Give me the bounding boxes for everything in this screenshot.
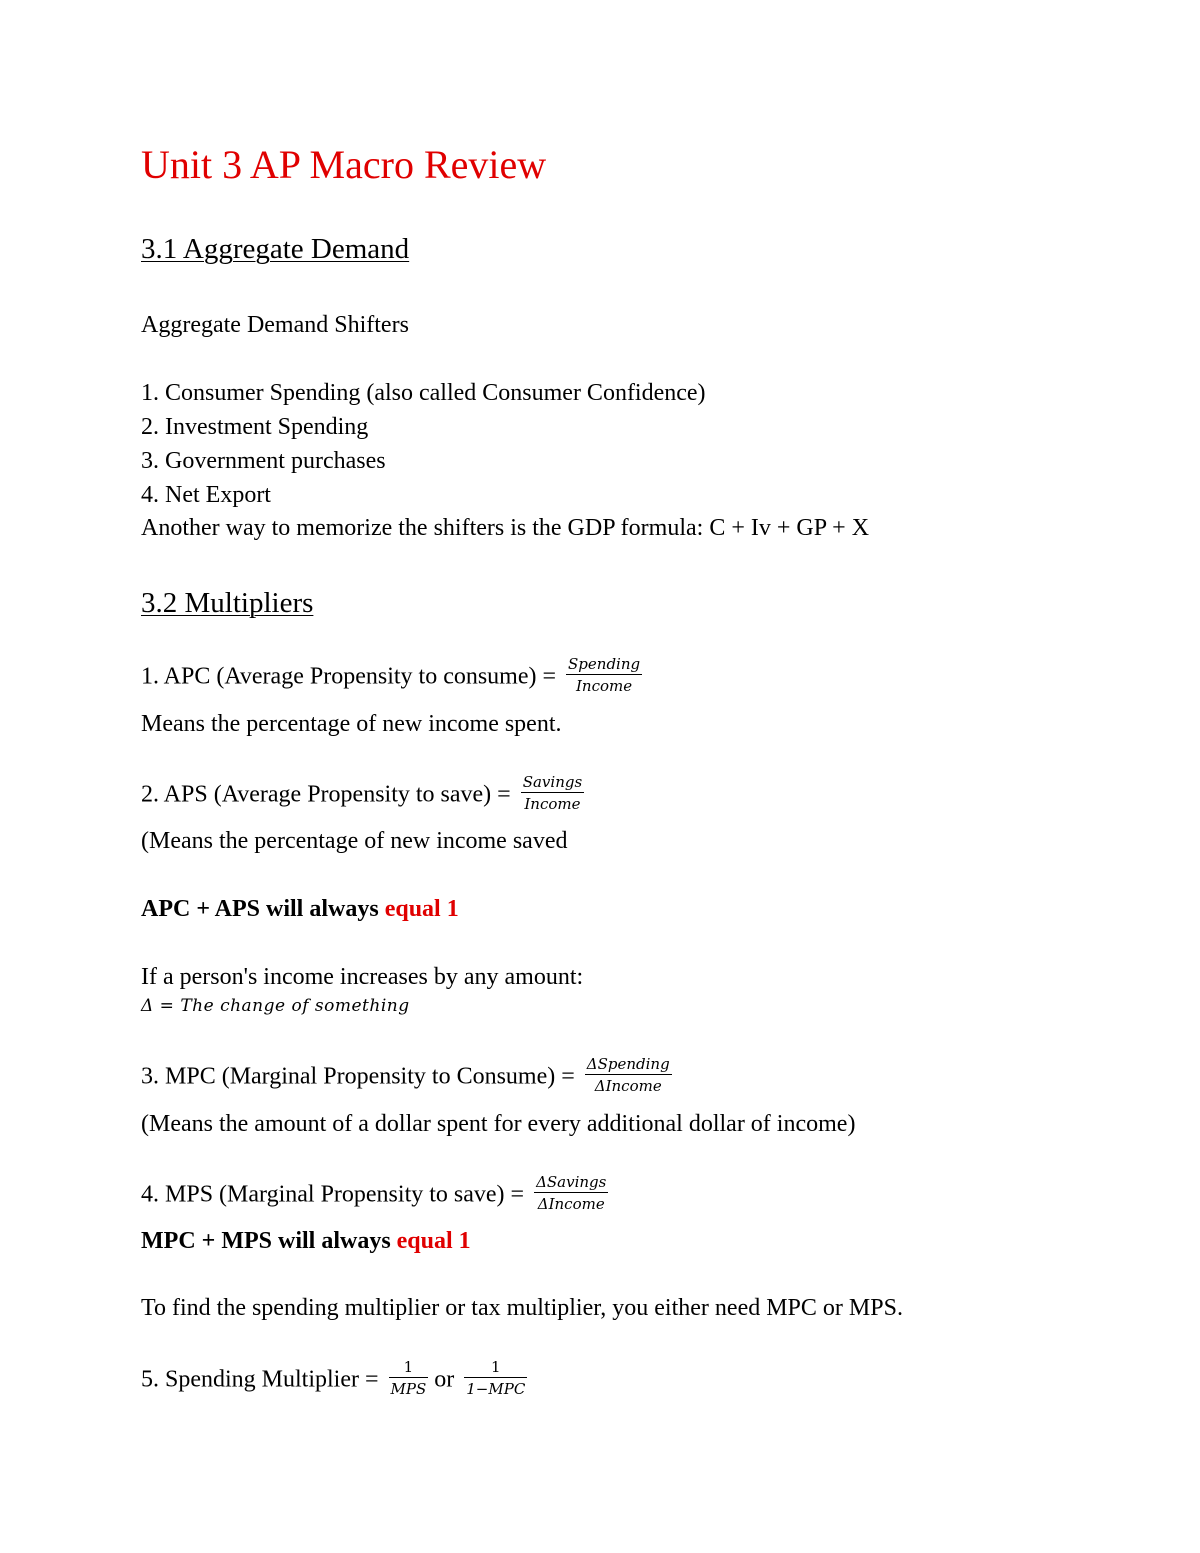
mps-denominator: ΔIncome xyxy=(537,1195,605,1213)
spending-multiplier-fraction-mps xyxy=(389,1358,429,1398)
mps-formula xyxy=(141,1173,608,1216)
apc-numerator: Spending xyxy=(568,655,641,673)
mpc-numerator: ΔSpending xyxy=(586,1055,670,1073)
mpc-denominator: ΔIncome xyxy=(594,1077,662,1095)
apc-aps-rule-highlight: equal 1 xyxy=(384,896,459,922)
mps-label: 4. MPS (Marginal Propensity to save) = xyxy=(141,1181,531,1208)
section-heading-aggregate-demand: 3.1 Aggregate Demand xyxy=(141,233,410,265)
aps-meaning: (Means the percentage of new income saved xyxy=(141,828,568,854)
mps-numerator: ΔSavings xyxy=(536,1173,607,1191)
spending-multiplier-label: 5. Spending Multiplier = xyxy=(141,1366,385,1393)
mpc-fraction xyxy=(585,1055,672,1095)
list-item-investment-spending: 2. Investment Spending xyxy=(141,414,369,440)
list-item-net-export: 4. Net Export xyxy=(141,482,271,508)
spending-multiplier-fraction-mpc xyxy=(464,1358,527,1398)
mpc-mps-rule-text: MPC + MPS will always xyxy=(141,1228,397,1254)
apc-meaning: Means the percentage of new income spent. xyxy=(141,711,562,737)
spending-multiplier-connector: or xyxy=(428,1366,461,1393)
mpc-formula xyxy=(141,1055,672,1098)
apc-label: 1. APC (Average Propensity to consume) = xyxy=(141,663,563,690)
list-item-government-purchases: 3. Government purchases xyxy=(141,448,386,474)
subheading-ad-shifters: Aggregate Demand Shifters xyxy=(141,312,409,338)
aps-fraction xyxy=(521,773,584,813)
aps-numerator: Savings xyxy=(522,773,583,791)
mpc-meaning: (Means the amount of a dollar spent for every additional dollar of income) xyxy=(141,1111,856,1137)
multiplier-find-text: To find the spending multiplier or tax multiplier, you either need MPC or MPS. xyxy=(141,1295,903,1321)
apc-formula xyxy=(141,655,642,698)
mps-fraction xyxy=(534,1173,608,1213)
aps-formula xyxy=(141,773,584,816)
fraction-mps-numerator: 1 xyxy=(389,1358,429,1378)
income-increase-text: If a person's income increases by any amount: xyxy=(141,964,584,990)
fraction-mpc-denominator: 1−MPC xyxy=(466,1380,526,1398)
fraction-mpc-numerator: 1 xyxy=(464,1358,527,1378)
delta-definition: Δ = The change of something xyxy=(141,996,410,1016)
apc-fraction xyxy=(566,655,642,695)
page-title: Unit 3 AP Macro Review xyxy=(141,142,547,187)
spending-multiplier-formula xyxy=(141,1358,527,1401)
mpc-label: 3. MPC (Marginal Propensity to Consume) = xyxy=(141,1063,581,1090)
gdp-formula-note: Another way to memorize the shifters is the GDP formula: C + Iv + GP + X xyxy=(141,515,870,541)
aps-label: 2. APS (Average Propensity to save) = xyxy=(141,781,517,808)
apc-denominator: Income xyxy=(576,677,633,695)
section-heading-multipliers: 3.2 Multipliers xyxy=(141,587,314,619)
list-item-consumer-spending: 1. Consumer Spending (also called Consumer Confidence) xyxy=(141,380,706,406)
fraction-mps-denominator: MPS xyxy=(390,1380,427,1398)
apc-aps-rule xyxy=(141,897,459,921)
aps-denominator: Income xyxy=(524,795,581,813)
apc-aps-rule-text: APC + APS will always xyxy=(141,896,385,922)
mpc-mps-rule xyxy=(141,1229,471,1253)
mpc-mps-rule-highlight: equal 1 xyxy=(396,1228,471,1254)
